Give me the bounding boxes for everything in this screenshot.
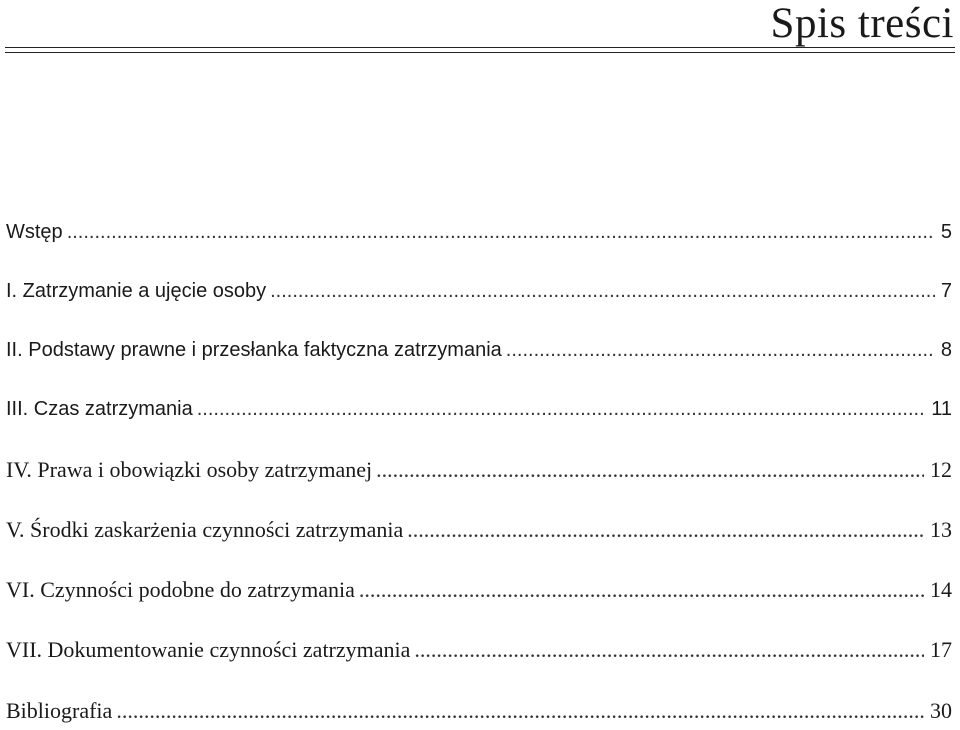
toc-page-number: 13 <box>930 517 952 542</box>
toc-dot-leader <box>197 398 926 421</box>
toc-entry-label: VI. Czynności podobne do zatrzymania <box>6 577 355 602</box>
toc-entry-label: II. Podstawy prawne i przesłanka faktyczna zatrzymania <box>6 339 502 361</box>
toc-dot-leader <box>407 517 924 543</box>
toc-dot-leader <box>116 698 924 724</box>
toc-entry-label: Wstęp <box>6 221 63 243</box>
toc-page-number: 14 <box>930 577 952 602</box>
toc-entry-chapter-6[interactable] <box>6 577 952 607</box>
page-title: Spis treści <box>770 0 954 47</box>
toc-entry-wstep[interactable] <box>6 221 952 251</box>
toc-entry-label: V. Środki zaskarżenia czynności zatrzymania <box>6 517 404 542</box>
toc-page-number: 8 <box>940 339 952 361</box>
toc-entry-chapter-1[interactable] <box>6 280 952 310</box>
toc-entry-chapter-3[interactable] <box>6 398 952 428</box>
toc-dot-leader <box>359 577 924 603</box>
toc-page-number: 7 <box>940 280 952 302</box>
toc-dot-leader <box>506 339 935 362</box>
toc-entry-label: Bibliografia <box>6 698 113 723</box>
toc-page-number: 30 <box>930 698 952 723</box>
toc-dot-leader <box>414 637 924 663</box>
toc-page-number: 11 <box>931 398 952 420</box>
toc-entry-label: I. Zatrzymanie a ujęcie osoby <box>6 280 267 302</box>
toc-entry-bibliografia[interactable] <box>6 698 952 728</box>
toc-entry-label: IV. Prawa i obowiązki osoby zatrzymanej <box>6 457 373 482</box>
title-rule-top <box>5 47 955 48</box>
toc-dot-leader <box>270 280 935 303</box>
toc-entry-label: III. Czas zatrzymania <box>6 398 193 420</box>
toc-entry-chapter-2[interactable] <box>6 339 952 369</box>
toc-dot-leader <box>376 457 924 483</box>
toc-page-number: 12 <box>930 457 952 482</box>
toc-entry-chapter-4[interactable] <box>6 457 952 487</box>
toc-page-number: 17 <box>930 637 952 662</box>
toc-entry-chapter-5[interactable] <box>6 517 952 547</box>
toc-entry-chapter-7[interactable] <box>6 637 952 667</box>
toc-entry-label: VII. Dokumentowanie czynności zatrzymania <box>6 637 411 662</box>
toc-dot-leader <box>67 221 935 244</box>
title-rule-bottom <box>5 52 955 53</box>
toc-page-number: 5 <box>940 221 952 243</box>
